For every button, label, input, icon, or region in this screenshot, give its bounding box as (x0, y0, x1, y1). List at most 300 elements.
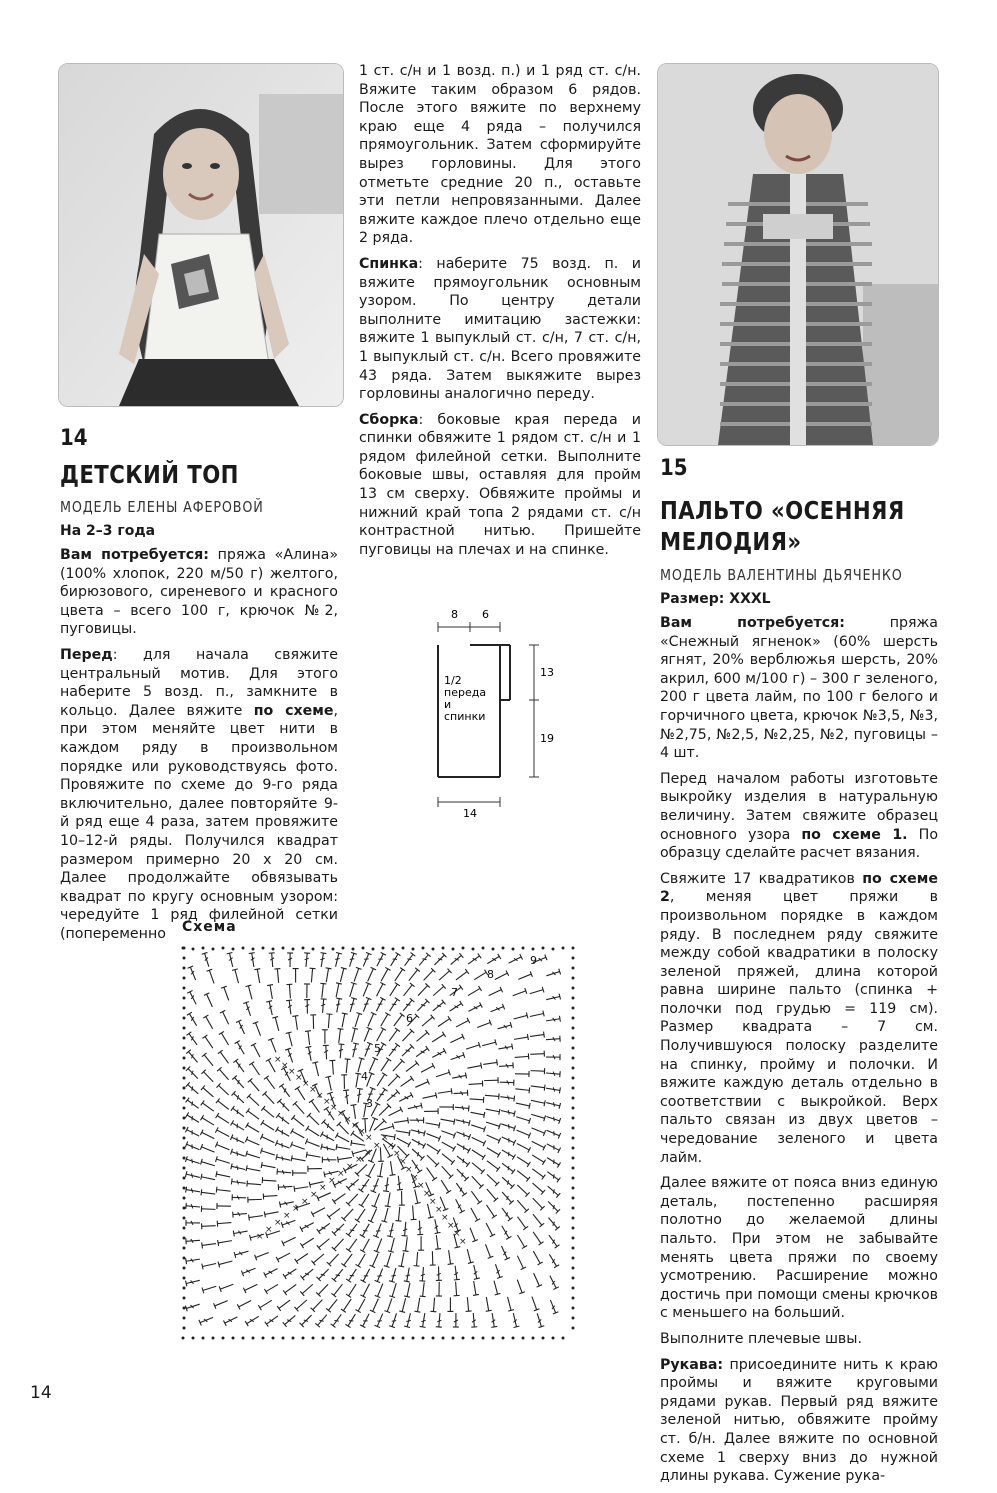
stitch-symbol (265, 1313, 280, 1326)
stitch-symbol (452, 1072, 467, 1081)
stitch-stem (265, 1212, 279, 1215)
stitch-symbol (400, 1044, 414, 1058)
stitch-symbol (410, 1147, 424, 1161)
stitch-dot (272, 1337, 275, 1340)
stitch-stem (346, 1059, 347, 1073)
stitch-stem (499, 1065, 513, 1066)
stitch-dot (572, 1107, 575, 1110)
stitch-cap (309, 1099, 314, 1102)
stitch-cap (325, 1076, 331, 1077)
stitch-symbol (310, 1015, 316, 1029)
stitch-symbol (233, 1211, 247, 1218)
item-15-title-line1: ПАЛЬТО «ОСЕННЯЯ (660, 495, 905, 526)
stitch-dot (183, 997, 186, 1000)
back-paragraph: Спинка: наберите 75 возд. п. и вяжите прямоугольник основным узором. По центру детали выполните имитацию застежки: вяжите 1 выпуклый ст. с/н, 7 ст. с/н, 1 выпуклый ст. с/н. Всего провяжите 43 ряда. Затем выкяжите вырез горловины аналогично переду. (359, 255, 641, 404)
stitch-stem (466, 1045, 479, 1049)
stitch-stem (353, 1105, 355, 1119)
stitch-symbol (220, 1010, 231, 1025)
stitch-stem (403, 1000, 412, 1011)
stitch-stem (202, 1244, 216, 1246)
stitch-symbol (223, 1314, 238, 1326)
stitch-symbol (464, 1248, 473, 1263)
stitch-stem (423, 1313, 425, 1327)
stitch-symbol (452, 1265, 460, 1280)
stitch-stem (502, 1246, 508, 1259)
stitch-symbol (404, 1312, 413, 1327)
stitch-symbol (291, 1128, 306, 1140)
stitch-dot (272, 948, 275, 951)
stitch-stem (514, 1037, 528, 1039)
pattern-label-3: и (444, 698, 451, 711)
stitch-symbol (514, 1053, 528, 1060)
stitch-symbol (233, 1059, 246, 1074)
stitch-stem (329, 1254, 339, 1264)
stitch-symbol (231, 1149, 246, 1159)
stitch-symbol (410, 1137, 425, 1149)
stitch-stem (450, 1037, 463, 1043)
stitch-stem (387, 1253, 391, 1266)
stitch-symbol (305, 1139, 320, 1150)
stitch-symbol (292, 1016, 300, 1031)
stitch-cap (332, 1199, 335, 1204)
stitch-cap (186, 1203, 187, 1209)
stitch-symbol (367, 1117, 378, 1132)
stitch-stem (376, 984, 382, 996)
stitch-cap (295, 1086, 300, 1089)
stitch-dot (183, 1157, 186, 1160)
stitch-stem (235, 970, 239, 984)
stitch-dot (312, 1337, 315, 1340)
stitch-stem (401, 1078, 412, 1086)
stitch-stem (328, 1299, 337, 1310)
stitch-stem (516, 1103, 530, 1106)
stitch-x: × (387, 1141, 395, 1151)
stitch-cap (320, 983, 326, 984)
stitch-stem (215, 1301, 228, 1306)
stitch-symbol (499, 1224, 511, 1239)
stitch-stem (326, 968, 328, 982)
stitch-dot (202, 1337, 205, 1340)
stitch-symbol (312, 1062, 321, 1077)
stitch-dot (192, 948, 195, 951)
stitch-stem (186, 1206, 200, 1207)
stitch-symbol (360, 1222, 372, 1237)
stitch-symbol (287, 953, 293, 967)
stitch-symbol (389, 1282, 399, 1297)
stitch-dot (542, 1337, 545, 1340)
stitch-symbol (186, 1082, 201, 1096)
stitch-cap (554, 1265, 559, 1268)
stitch-stem (223, 1012, 229, 1025)
stitch-tick (378, 957, 382, 961)
stitch-x: × (365, 1133, 373, 1143)
stitch-stem (373, 1299, 379, 1312)
stitch-symbol (469, 1189, 482, 1204)
stitch-x: × (447, 1221, 455, 1231)
stitch-stem (546, 1039, 560, 1040)
stitch-cap (279, 1202, 280, 1208)
stitch-symbol (420, 1282, 428, 1297)
stitch-cap (286, 1000, 292, 1001)
stitch-x: × (435, 1205, 443, 1215)
stitch-cap (491, 1326, 497, 1327)
stitch-cap (559, 1087, 560, 1093)
stitch-stem (487, 1161, 498, 1169)
stitch-symbol (497, 1022, 512, 1032)
stitch-cap (523, 1226, 528, 1230)
stitch-x: × (351, 1121, 359, 1131)
stitch-symbol (389, 1312, 399, 1327)
stitch-stem (362, 1224, 369, 1236)
stitch-stem (278, 1115, 289, 1124)
stitch-symbol (254, 969, 262, 984)
stitch-stem (342, 1014, 345, 1028)
stitch-symbol (450, 1052, 465, 1062)
stitch-cap (324, 1107, 329, 1110)
stitch-symbol (283, 1282, 298, 1295)
stitch-stem (392, 1283, 396, 1296)
stitch-dot (572, 997, 575, 1000)
stitch-stem (217, 1190, 231, 1192)
item-14-number: 14 (60, 426, 88, 451)
stitch-stem (322, 984, 324, 998)
stitch-symbol (350, 1043, 359, 1058)
stitch-symbol (489, 1313, 497, 1328)
stitch-stem (332, 1061, 333, 1075)
stitch-symbol (531, 1250, 543, 1265)
stitch-cap (218, 1050, 223, 1054)
stitch-stem (328, 1014, 329, 1028)
stitch-stem (502, 1177, 512, 1186)
stitch-cap (555, 1245, 560, 1249)
stitch-dot (462, 1337, 465, 1340)
stitch-stem (285, 1284, 296, 1292)
stitch-stem (501, 1124, 514, 1129)
stitch-cap (426, 1046, 430, 1051)
stitch-stem (348, 1314, 355, 1326)
stitch-stem (279, 1101, 289, 1111)
stitch-symbol (374, 997, 386, 1012)
stitch-stem (470, 1228, 475, 1241)
stitch-symbol (219, 1281, 234, 1291)
stitch-symbol (311, 1298, 325, 1312)
coat-squares-paragraph: Свяжите 17 квадратиков по схеме 2, меняя цвет пряжи в произвольном порядке в каждом ряду. В последнем ряду свяжите между собой квадратики в полоску зеленой пряжей, длина которой равна ширине пальто (спинка + полочки под грудью = 119 см). Размер квадрата – 7 см. Получившуюся полоску разделите на спинку, пройму и полочки. И вяжите каждую деталь отдельно в соответствии с выкройкой. Верх пальто связан из двух цветов – чередование зеленого и цвета лайм. (660, 870, 938, 1168)
stitch-symbol (276, 1250, 291, 1262)
stitch-cap (346, 1279, 351, 1282)
stitch-x: × (288, 1067, 296, 1077)
stitch-cap (474, 1278, 480, 1279)
stitch-stem (239, 1301, 251, 1307)
stitch-cap (234, 1252, 236, 1258)
stitch-stem (424, 970, 434, 980)
stitch-symbol (425, 1120, 440, 1128)
stitch-symbol (512, 988, 527, 998)
stitch-symbol (320, 999, 327, 1013)
stitch-symbol (277, 1099, 291, 1113)
stitch-stem (487, 1189, 496, 1200)
stitch-symbol (399, 1076, 414, 1089)
stitch-dot (183, 987, 186, 990)
stitch-symbol (417, 953, 431, 968)
pattern-right-upper: 13 (540, 666, 554, 679)
stitch-stem (355, 1014, 359, 1027)
stitch-stem (187, 1130, 199, 1136)
stitch-cap (359, 1204, 364, 1207)
stitch-stem (390, 1161, 392, 1175)
stitch-symbol (410, 1205, 417, 1219)
stitch-symbol (485, 1145, 500, 1157)
stitch-symbol (243, 1282, 258, 1293)
stitch-dot (572, 1147, 575, 1150)
stitch-stem (311, 1101, 319, 1112)
stitch-cap (403, 1251, 409, 1252)
stitch-stem (486, 1109, 500, 1112)
stitch-symbol (439, 1104, 453, 1110)
stitch-stem (219, 1085, 229, 1095)
stitch-cap (185, 1171, 186, 1177)
stitch-stem (189, 1034, 197, 1045)
stitch-symbol (185, 1127, 200, 1139)
stitch-cap (345, 1324, 350, 1327)
stitch-stem (266, 1284, 278, 1291)
stitch-symbol (248, 1078, 262, 1093)
stitch-cap (415, 1061, 419, 1066)
stitch-symbol (418, 1236, 424, 1250)
stitch-cap (185, 1281, 186, 1287)
stitch-symbol (375, 1088, 388, 1103)
stitch-stem (361, 1179, 369, 1190)
stitch-symbol (327, 1252, 341, 1266)
stitch-cap (266, 1001, 272, 1002)
stitch-symbol (469, 1096, 483, 1103)
stitch-symbol (361, 952, 372, 967)
stitch-stem (350, 983, 354, 996)
stitch-stem (188, 1069, 198, 1079)
stitch-dot (522, 947, 525, 950)
stitch-stem (321, 953, 323, 967)
stitch-dot (482, 1337, 485, 1340)
stitch-cap (526, 1013, 528, 1019)
stitch-cap (336, 952, 342, 953)
stitch-stem (412, 1149, 422, 1158)
stitch-symbol (500, 1206, 513, 1221)
stitch-symbol (385, 1192, 393, 1207)
stitch-stem (319, 1223, 330, 1231)
stitch-symbol (529, 1011, 544, 1020)
stitch-symbol (414, 1079, 429, 1090)
row-number-7: 7 (451, 986, 458, 999)
stitch-symbol (432, 1219, 441, 1234)
stitch-cap (559, 1016, 560, 1022)
stitch-cap (432, 1177, 437, 1180)
stitch-symbol (320, 1131, 335, 1143)
stitch-stem (204, 1055, 213, 1066)
stitch-stem (277, 1172, 291, 1173)
stitch-symbol (425, 1131, 440, 1142)
stitch-stem (438, 1091, 452, 1093)
stitch-stem (277, 969, 278, 983)
stitch-stem (237, 1042, 244, 1054)
stitch-stem (377, 1238, 382, 1251)
stitch-dot (183, 1167, 186, 1170)
stitch-symbol (467, 1063, 482, 1072)
stitch-stem (495, 973, 507, 979)
stitch-symbol (493, 1263, 503, 1278)
stitch-dot (262, 947, 265, 950)
stitch-dot (542, 947, 545, 950)
stitch-stem (502, 1137, 515, 1143)
stitch-symbol (395, 1135, 410, 1147)
stitch-x: × (319, 1183, 327, 1193)
stitch-symbol (352, 1013, 362, 1028)
stitch-stem (456, 1120, 470, 1123)
stitch-dot (572, 1017, 575, 1020)
stitch-stem (392, 1268, 396, 1281)
stitch-symbol (291, 1115, 306, 1128)
stitch-symbol (433, 1235, 441, 1250)
stitch-symbol (510, 1312, 519, 1327)
stitch-cap (231, 1179, 232, 1185)
stitch-stem (350, 998, 354, 1011)
stitch-dot (472, 1337, 475, 1340)
stitch-symbol (201, 1159, 216, 1169)
stitch-dot (183, 1277, 186, 1280)
row-number-4: 4 (361, 1070, 368, 1083)
stitch-dot (183, 1047, 186, 1050)
stitch-symbol (530, 1139, 545, 1151)
stitch-symbol (249, 953, 257, 968)
stitch-symbol (467, 1002, 482, 1014)
stitch-symbol (202, 952, 212, 967)
stitch-symbol (531, 1272, 542, 1287)
stitch-cap (404, 1296, 410, 1297)
stitch-tick (349, 1319, 353, 1323)
stitch-dot (292, 948, 295, 951)
stitch-x: × (281, 1061, 289, 1071)
stitch-symbol (370, 1252, 381, 1267)
stitch-symbol (500, 1094, 515, 1102)
stitch-symbol (308, 968, 315, 982)
stitch-symbol (424, 1108, 438, 1114)
stitch-stem (442, 1142, 454, 1149)
stitch-symbol (546, 1184, 561, 1198)
stitch-symbol (346, 1177, 361, 1191)
stitch-stem (377, 1029, 384, 1041)
stitch-symbol (293, 1170, 307, 1176)
stitch-cap (202, 1264, 203, 1270)
stitch-dot (562, 1337, 565, 1340)
stitch-symbol (332, 1237, 346, 1251)
stitch-symbol (545, 1100, 560, 1109)
stitch-stem (349, 1269, 357, 1281)
stitch-symbol (231, 1163, 246, 1172)
item-15-title-line2: МЕЛОДИЯ» (660, 526, 802, 557)
stitch-dot (183, 947, 186, 950)
stitch-symbol (381, 1207, 390, 1222)
stitch-dot (572, 1297, 575, 1300)
stitch-symbol (515, 1154, 530, 1167)
stitch-stem (436, 1072, 449, 1076)
stitch-stem (247, 1316, 259, 1323)
stitch-dot (212, 1337, 215, 1340)
stitch-dot (183, 1017, 186, 1020)
stitch-stem (515, 1056, 529, 1057)
stitch-x: × (295, 1073, 303, 1083)
stitch-stem (256, 1252, 269, 1257)
stitch-dot (183, 1207, 186, 1210)
stitch-symbol (264, 1266, 279, 1278)
stitch-cap (486, 1310, 492, 1311)
stitch-cap (331, 1324, 336, 1328)
stitch-symbol (360, 1237, 372, 1252)
stitch-cap (327, 1215, 331, 1220)
stitch-symbol (515, 1233, 527, 1248)
stitch-tick (363, 1319, 367, 1323)
stitch-stem (357, 1164, 367, 1174)
stitch-tick (438, 1051, 442, 1055)
stitch-stem (486, 1223, 492, 1235)
stitch-stem (232, 1137, 245, 1143)
stitch-symbol (404, 1061, 419, 1074)
stitch-stem (455, 1266, 457, 1280)
stitch-symbol (429, 1251, 435, 1265)
stitch-symbol (430, 1297, 437, 1311)
stitch-stem (369, 1059, 375, 1072)
stitch-symbol (317, 1267, 331, 1281)
stitch-tick (338, 1180, 342, 1184)
stitch-dot (472, 948, 475, 951)
stitch-dot (412, 1337, 415, 1340)
stitch-cap (351, 1131, 354, 1136)
stitch-symbol (385, 1089, 400, 1103)
stitch-cap (399, 1311, 405, 1312)
stitch-cap (185, 1112, 188, 1117)
stitch-cap (414, 1311, 420, 1312)
stitch-stem (351, 1143, 365, 1145)
stitch-stem (276, 1143, 289, 1148)
stitch-symbol (449, 953, 464, 967)
stitch-x: × (309, 1085, 317, 1095)
stitch-symbol (453, 1281, 460, 1295)
stitch-symbol (372, 1192, 383, 1207)
stitch-symbol (341, 1252, 354, 1267)
stitch-stem (546, 1088, 560, 1090)
stitch-symbol (530, 1083, 545, 1091)
stitch-stem (263, 1196, 277, 1197)
stitch-stem (426, 1134, 439, 1139)
stitch-cap (404, 1326, 410, 1327)
stitch-stem (394, 1120, 408, 1122)
stitch-stem (467, 1249, 471, 1263)
stitch-stem (487, 1148, 499, 1155)
stitch-stem (294, 1187, 308, 1189)
stitch-stem (255, 1023, 260, 1036)
stitch-stem (467, 1066, 481, 1069)
stitch-cap (186, 1098, 190, 1103)
stitch-stem (413, 1206, 414, 1220)
stitch-symbol (246, 1165, 261, 1174)
stitch-cap (527, 1034, 528, 1040)
stitch-stem (278, 1186, 292, 1187)
stitch-stem (377, 1269, 382, 1282)
stitch-dot (572, 1267, 575, 1270)
stitch-stem (546, 1117, 559, 1121)
stitch-symbol (395, 1128, 410, 1136)
stitch-symbol (253, 1022, 264, 1037)
stitch-dot (183, 1297, 186, 1300)
stitch-dot (183, 1007, 186, 1010)
stitch-stem (219, 1069, 228, 1080)
